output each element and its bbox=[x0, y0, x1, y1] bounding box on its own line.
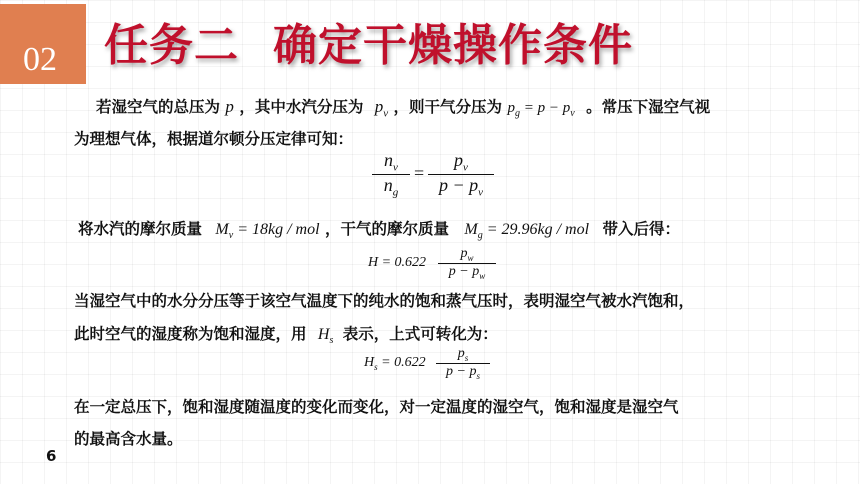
fraction-humidity: $\frac{p_w}{p - p_w}$ bbox=[438, 246, 496, 281]
text-span: ，则干气分压为 bbox=[393, 98, 503, 116]
formula-mv: $M_v = 18kg$ / mol bbox=[215, 221, 320, 242]
title-topic: 确定干燥操作条件 bbox=[273, 20, 633, 71]
var-p: p bbox=[225, 97, 234, 116]
page-title bbox=[104, 14, 633, 78]
paragraph-2: 为理想气体，根据道尔顿分压定律可知： bbox=[74, 130, 354, 148]
paragraph-1 bbox=[96, 96, 710, 125]
equation-humidity bbox=[368, 246, 498, 288]
paragraph-4: 当湿空气中的水分分压等于该空气温度下的纯水的饱和蒸气压时，表明湿空气被水汽饱和， bbox=[74, 292, 695, 310]
eq-lhs: H = 0.622 bbox=[368, 255, 427, 270]
fraction-moles: $\frac{n_v}{n_g}$ bbox=[372, 150, 410, 198]
text-span: 将水汽的摩尔质量 bbox=[78, 220, 203, 238]
fraction-saturation: $\frac{p_s}{p - p_s}$ bbox=[436, 346, 490, 381]
equals-sign: = bbox=[414, 163, 425, 183]
equation-saturation bbox=[364, 346, 494, 388]
var-pv: $p_v$ bbox=[374, 97, 389, 120]
formula-mg: $M_g = 29.96kg$ / mol bbox=[464, 221, 590, 242]
text-span: ，干气的摩尔质量 bbox=[324, 220, 449, 238]
paragraph-3 bbox=[78, 218, 680, 247]
paragraph-6: 在一定总压下，饱和湿度随温度的变化而变化，对一定温度的湿空气，饱和湿度是湿空气 bbox=[74, 398, 679, 416]
page-number: 6 bbox=[46, 447, 57, 465]
text-span: 。常压下湿空气视 bbox=[586, 98, 711, 116]
eq-lhs: $H_s = 0.622$ bbox=[364, 355, 426, 372]
equation-dalton bbox=[372, 150, 492, 206]
text-span: 此时空气的湿度称为饱和湿度，用 bbox=[74, 325, 307, 343]
title-task: 任务二 bbox=[104, 20, 239, 71]
section-number: 02 bbox=[23, 41, 57, 78]
var-hs: $H_s$ bbox=[317, 326, 334, 347]
formula-pg: $p_g = p - p_v$ bbox=[507, 100, 575, 119]
text-span: 若湿空气的总压为 bbox=[96, 98, 221, 116]
paragraph-7: 的最高含水量。 bbox=[74, 430, 183, 448]
section-badge bbox=[0, 4, 86, 84]
text-span: 表示，上式可转化为： bbox=[342, 325, 498, 343]
text-span: 带入后得： bbox=[602, 220, 680, 238]
text-span: ，其中水汽分压为 bbox=[239, 98, 364, 116]
fraction-pressures: $\frac{p_v}{p - p_v}$ bbox=[428, 150, 494, 198]
